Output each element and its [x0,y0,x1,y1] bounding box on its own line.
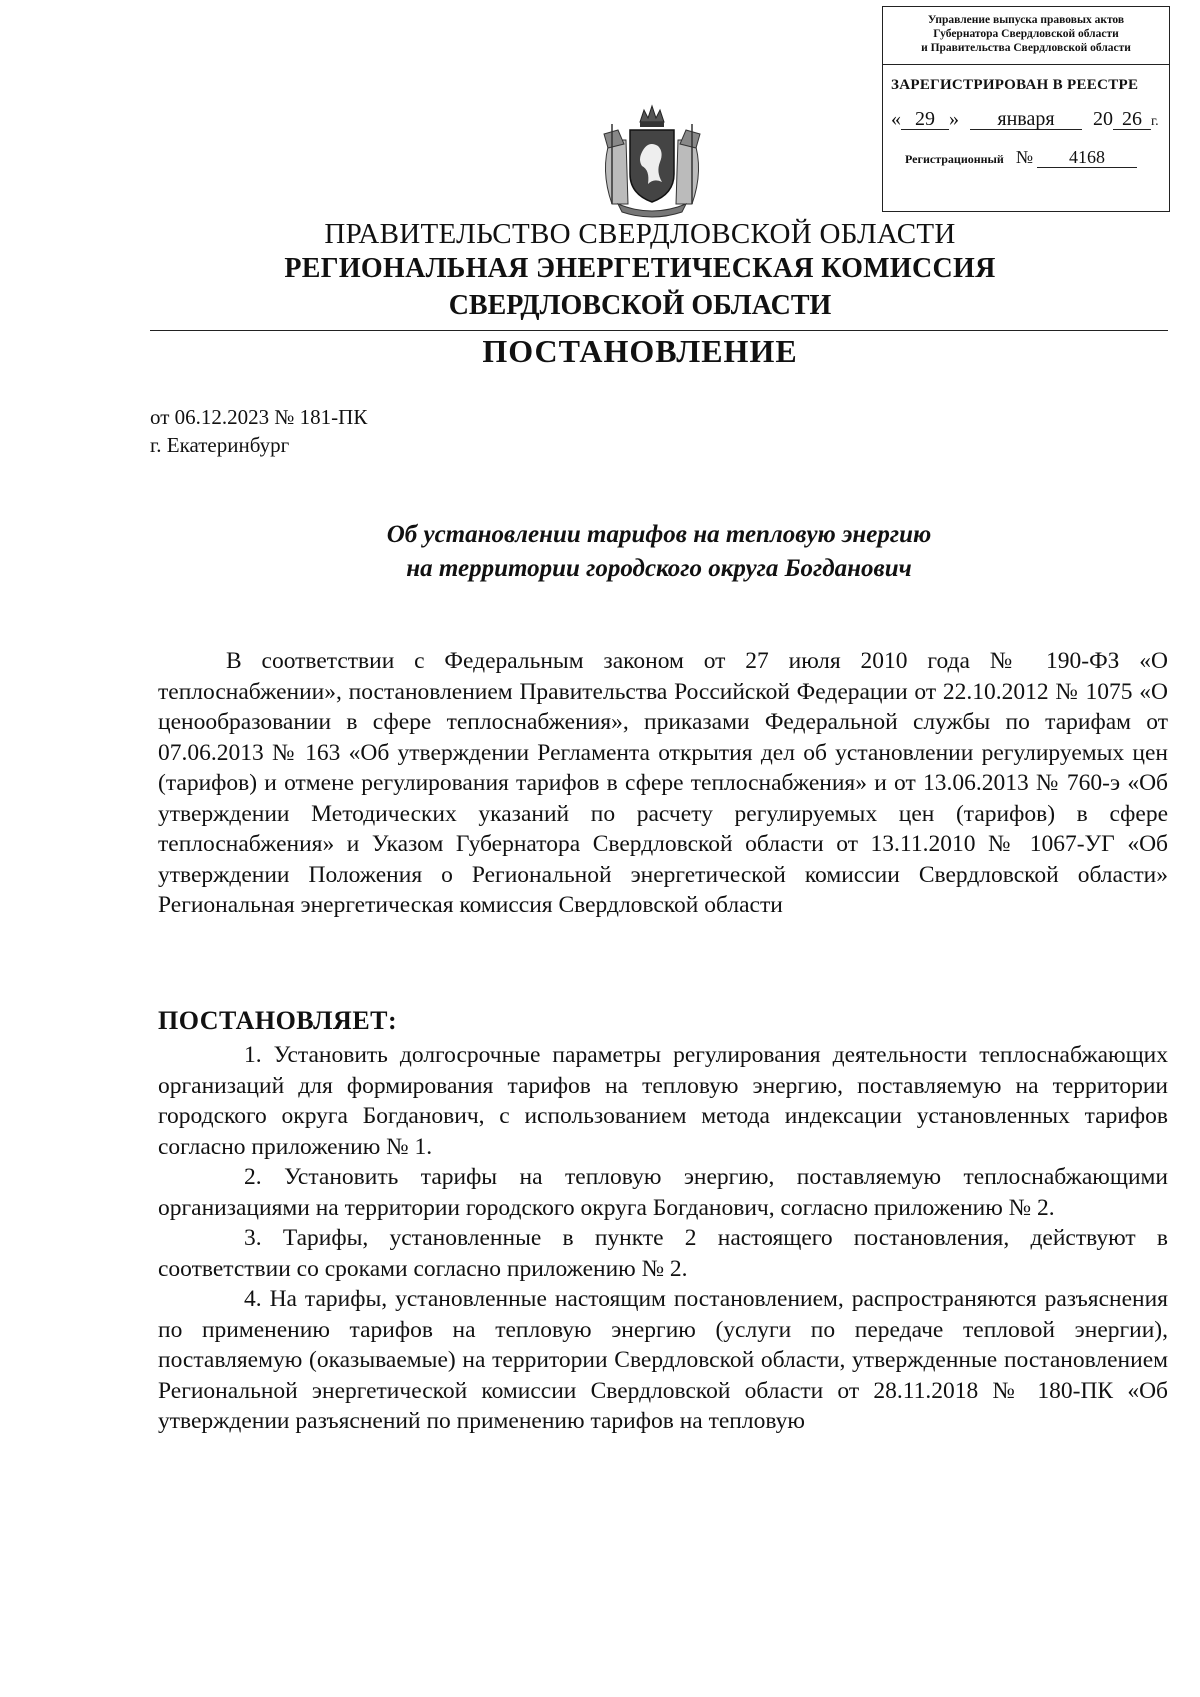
stamp-quote-open: « [891,108,901,130]
decree-items [158,1040,1168,1437]
stamp-issuer-line1: Управление выпуска правовых актов [927,14,1125,26]
stamp-reg-label: Регистрационный [905,152,1004,166]
stamp-year-prefix: 20 [1093,108,1113,130]
stamp-issuer-line3: и Правительства Свердловской области [921,42,1131,54]
decree-heading: ПОСТАНОВЛЯЕТ: [158,1006,398,1035]
decree-item-4: 4. На тарифы, установленные настоящим постановлением, распространяются разъяснения по применению тарифов на тепловую энергию (услуги по передаче тепловой энергии), поставляемую (оказываемые) на территории Свердловской области, утвержденные постановлением Региональной энергетической комиссии Свердловской области от 28.11.2018 № 180-ПК «Об утверждении разъяснений по применению тарифов на тепловую [158,1286,1168,1434]
stamp-reg-number-row [883,147,1169,168]
intro-paragraph: В соответствии с Федеральным законом от 27 июля 2010 года № 190-ФЗ «О теплоснабжении», постановлением Правительства Российской Федерации от 22.10.2012 № 1075 «О ценообразовании в сфере теплоснабжения», приказами Федеральной службы по тарифам от 07.06.2013 № 163 «Об утверждении Регламента открытия дел об установлении регулируемых цен (тарифов) и отмене регулирования тарифов в сфере теплоснабжения» и от 13.06.2013 № 760-э «Об утверждении Методических указаний по расчету регулируемых цен (тарифов) в сфере теплоснабжения» и Указом Губернатора Свердловской области от 13.11.2010 № 1067-УГ «Об утверждении Положения о Региональной энергетической комиссии Свердловской области» Региональная энергетическая комиссия Свердловской области [158,648,1168,918]
header-region: СВЕРДЛОВСКОЙ ОБЛАСТИ [448,290,832,321]
stamp-issuer [883,7,1169,65]
stamp-no-sign: № [1015,147,1034,167]
subject-line1: Об установлении тарифов на тепловую энергию [386,521,932,548]
header-government: ПРАВИТЕЛЬСТВО СВЕРДЛОВСКОЙ ОБЛАСТИ [324,218,956,250]
document-type-title: ПОСТАНОВЛЕНИЕ [482,333,798,369]
registration-stamp [882,6,1170,212]
coat-of-arms-icon [590,100,714,218]
document-city: г. Екатеринбург [150,433,290,457]
subject-line2: на территории городского округа Богданович [406,555,912,582]
document-date-number: от 06.12.2023 № 181-ПК [150,405,368,429]
stamp-month: января [970,109,1082,130]
stamp-reg-number: 4168 [1037,147,1137,168]
stamp-year-unit: г. [1151,114,1159,129]
header-commission: РЕГИОНАЛЬНАЯ ЭНЕРГЕТИЧЕСКАЯ КОМИССИЯ [284,253,996,284]
decree-item-1: 1. Установить долгосрочные параметры регулирования деятельности теплоснабжающих организаций для формирования тарифов на тепловую энергию, поставляемую на территории городского округа Богданович, с использованием метода индексации установленных тарифов согласно приложению № 1. [158,1042,1168,1160]
stamp-year-suffix: 26 [1113,109,1151,130]
stamp-issuer-line2: Губернатора Свердловской области [933,28,1119,40]
stamp-date [883,108,1169,131]
header-divider [150,330,1168,331]
stamp-day: 29 [901,109,949,130]
decree-item-2: 2. Установить тарифы на тепловую энергию, поставляемую теплоснабжающими организациями на территории городского округа Богданович, согласно приложению № 2. [158,1164,1168,1221]
stamp-registered-label: ЗАРЕГИСТРИРОВАН В РЕЕСТРЕ [891,77,1139,93]
stamp-quote-close: » [949,108,959,130]
decree-item-3: 3. Тарифы, установленные в пункте 2 настоящего постановления, действуют в соответствии со сроками согласно приложению № 2. [158,1225,1168,1282]
document-subject [150,518,1168,586]
